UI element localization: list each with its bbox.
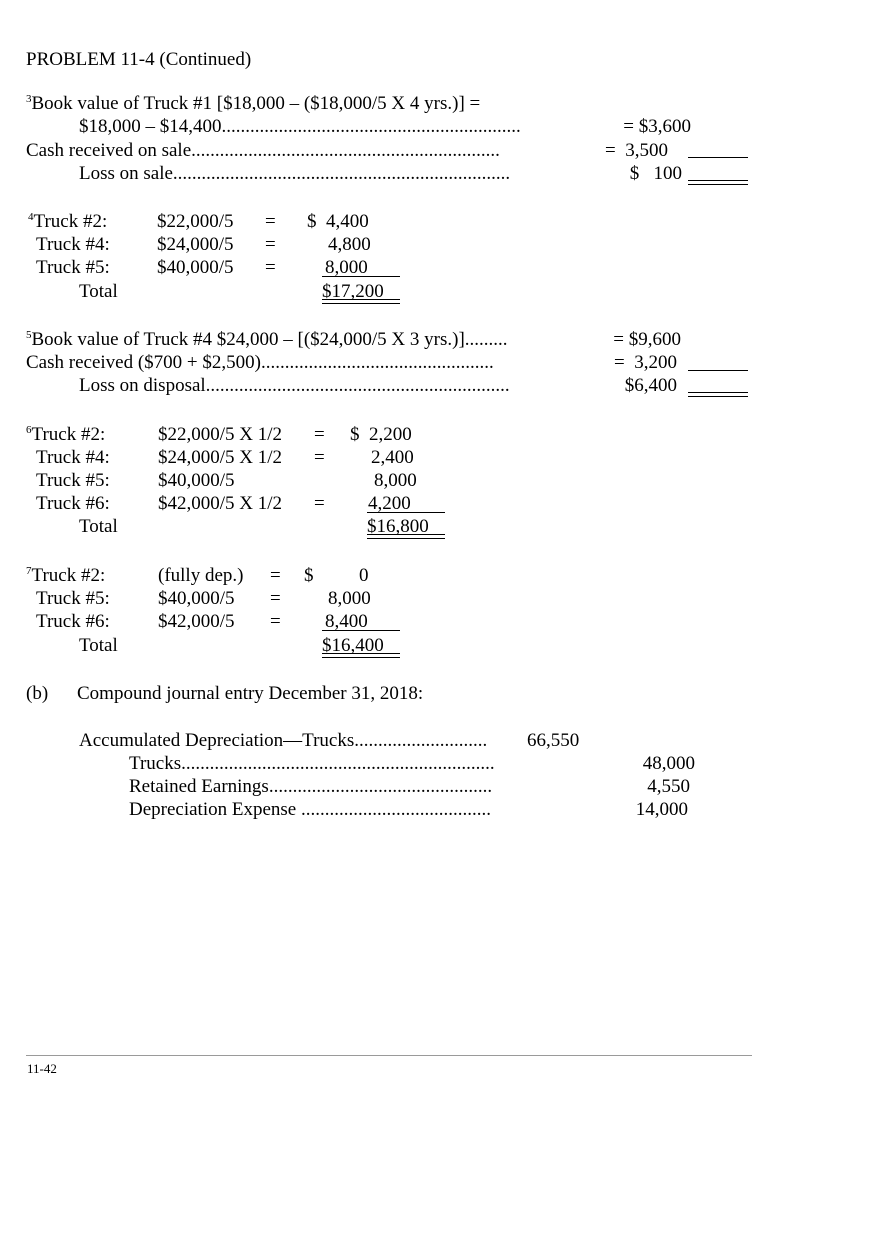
part-b-label: (b) — [26, 683, 49, 704]
note-7-row-3-calc: $42,000/5 — [158, 611, 235, 632]
note-7-row-1-calc: (fully dep.) — [158, 565, 244, 586]
note-4-row-2-amount: 4,800 — [328, 234, 371, 255]
note-5-line-2: Cash received ($700 + $2,500)................................................. — [26, 352, 494, 373]
footnote-6-marker: 6 — [26, 424, 32, 436]
single-underline — [322, 630, 400, 631]
note-6-row-4-amount: 4,200 — [368, 493, 411, 514]
footer-divider — [26, 1055, 752, 1056]
double-underline — [322, 653, 400, 658]
note-4-row-3-label: Truck #5: — [36, 257, 110, 278]
journal-debit-amount: 66,550 — [527, 730, 580, 751]
single-underline — [688, 370, 748, 371]
single-underline — [367, 512, 445, 513]
part-b-title: Compound journal entry December 31, 2018: — [77, 683, 424, 704]
note-5-value-2: = 3,200 — [614, 352, 677, 373]
journal-credit-account: Trucks.................................................................. — [129, 753, 495, 774]
double-underline — [688, 180, 748, 185]
note-6-row-4-label: Truck #6: — [36, 493, 110, 514]
footnote-7-marker: 7 — [26, 565, 32, 577]
single-underline — [322, 276, 400, 277]
note-4-total: $17,200 — [322, 281, 384, 302]
note-6-row-2-amount: 2,400 — [371, 447, 414, 468]
note-3-value-3: = 3,500 — [605, 140, 668, 161]
note-4-row-3-eq: = — [265, 257, 276, 278]
note-3-line-4: Loss on sale....................................................................... — [79, 163, 511, 184]
note-7-row-1-amount: 0 — [359, 565, 369, 586]
note-5-value-3: $6,400 — [624, 375, 677, 396]
double-underline — [322, 299, 400, 304]
note-7-row-3-eq: = — [270, 611, 281, 632]
footnote-3-marker: 3 — [26, 93, 32, 105]
double-underline — [367, 534, 445, 539]
footnote-4-marker: 4 — [28, 211, 34, 223]
note-5-value-1: = $9,600 — [613, 329, 681, 350]
single-underline — [688, 157, 748, 158]
note-6-row-2-calc: $24,000/5 X 1/2 — [158, 447, 283, 468]
note-5-line-3: Loss on disposal................................................................ — [79, 375, 510, 396]
note-4-total-label: Total — [79, 281, 118, 302]
note-6-row-3-calc: $40,000/5 — [158, 470, 235, 491]
note-7-row-2-calc: $40,000/5 — [158, 588, 235, 609]
note-4-row-2-eq: = — [265, 234, 276, 255]
note-7-total: $16,400 — [322, 635, 384, 656]
note-6-row-1-label: $^6$Truck #2: — [26, 424, 106, 445]
note-7-row-2-label: Truck #5: — [36, 588, 110, 609]
note-4-row-2-label: Truck #4: — [36, 234, 110, 255]
note-7-total-label: Total — [79, 635, 118, 656]
note-3-value-4: $ 100 — [629, 163, 682, 184]
journal-credit-amount: 14,000 — [635, 799, 688, 820]
note-6-row-2-label: Truck #4: — [36, 447, 110, 468]
note-6-row-3-amount: 8,000 — [374, 470, 417, 491]
double-underline — [688, 392, 748, 397]
note-7-row-1-dollar: $ — [304, 565, 314, 586]
note-7-row-2-eq: = — [270, 588, 281, 609]
note-3-line-2: $18,000 – $14,400............................................................... — [79, 116, 521, 137]
note-6-row-1-calc: $22,000/5 X 1/2 — [158, 424, 283, 445]
note-4-row-1-label: $^4$Truck #2: — [28, 211, 108, 232]
note-3-text: Book value of Truck #1 [$18,000 – ($18,000/5 X 4 yrs.)] = — [31, 93, 481, 114]
journal-credit-account: Depreciation Expense ........................................ — [129, 799, 491, 820]
page-title: PROBLEM 11-4 (Continued) — [26, 49, 252, 70]
footnote-5-marker: 5 — [26, 329, 32, 341]
note-4-row-1-amount: $ 4,400 — [307, 211, 369, 232]
note-7-row-3-label: Truck #6: — [36, 611, 110, 632]
note-3-line-3: Cash received on sale................................................................. — [26, 140, 500, 161]
note-4-row-2-calc: $24,000/5 — [157, 234, 234, 255]
note-7-row-1-label: $^7$Truck #2: — [26, 565, 106, 586]
note-6-row-4-calc: $42,000/5 X 1/2 — [158, 493, 283, 514]
journal-debit-account: Accumulated Depreciation—Trucks............................ — [79, 730, 488, 751]
note-4-row-1-eq: = — [265, 211, 276, 232]
note-3-value-2: = $3,600 — [623, 116, 691, 137]
note-7-row-1-eq: = — [270, 565, 281, 586]
note-3-line-1 — [26, 94, 480, 113]
note-4-row-3-calc: $40,000/5 — [157, 257, 234, 278]
note-6-row-3-label: Truck #5: — [36, 470, 110, 491]
note-6-row-4-eq: = — [314, 493, 325, 514]
journal-credit-amount: 48,000 — [642, 753, 695, 774]
note-6-row-2-eq: = — [314, 447, 325, 468]
note-4-row-3-amount: 8,000 — [325, 257, 368, 278]
note-7-row-3-amount: 8,400 — [325, 611, 368, 632]
note-4-row-1-calc: $22,000/5 — [157, 211, 234, 232]
note-5-line-1: $^5$Book value of Truck #4 $24,000 – [($24,000/5 X 3 yrs.)]......... — [26, 329, 508, 350]
journal-credit-amount: 4,550 — [647, 776, 690, 797]
page-number: 11-42 — [27, 1061, 57, 1076]
journal-credit-account: Retained Earnings............................................... — [129, 776, 493, 797]
note-6-row-1-amount: $ 2,200 — [350, 424, 412, 445]
note-6-total: $16,800 — [367, 516, 429, 537]
note-6-total-label: Total — [79, 516, 118, 537]
note-7-row-2-amount: 8,000 — [328, 588, 371, 609]
note-6-row-1-eq: = — [314, 424, 325, 445]
